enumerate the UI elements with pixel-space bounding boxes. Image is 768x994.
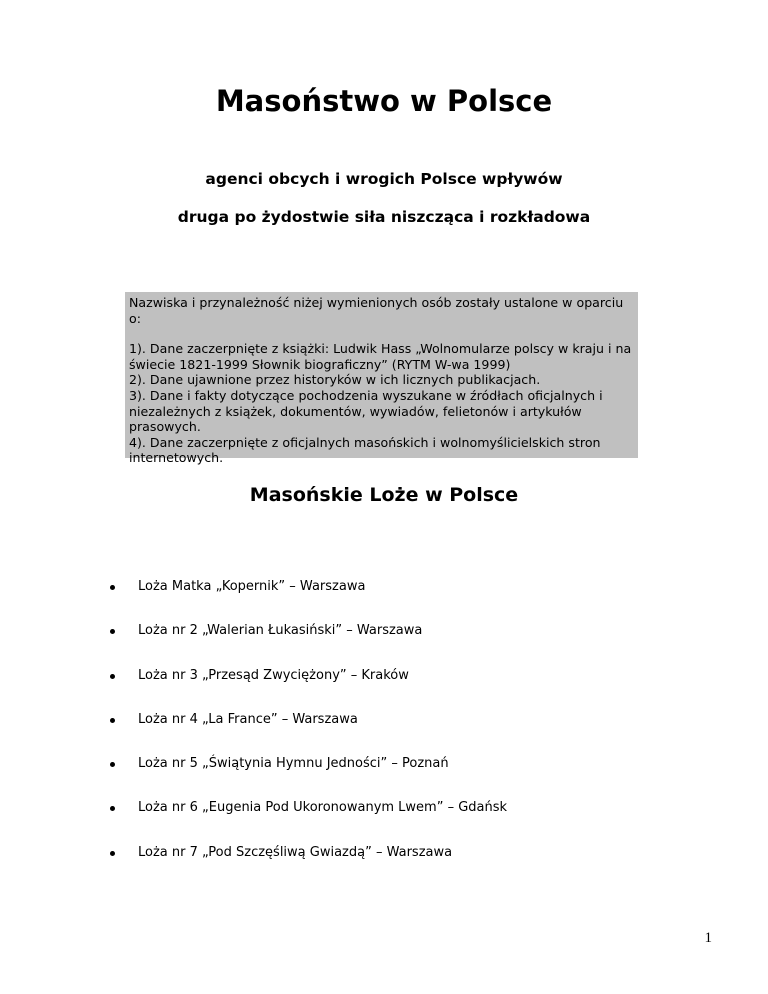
bullet-icon xyxy=(110,629,115,634)
list-item xyxy=(0,659,768,703)
subtitle-destructive-force: druga po żydostwie siła niszcząca i rozkładowa xyxy=(177,208,591,226)
list-item xyxy=(0,570,768,614)
section-title-lodges: Masońskie Loże w Polsce xyxy=(249,484,519,506)
bullet-icon xyxy=(110,806,115,811)
subtitle-foreign-agents: agenci obcych i wrogich Polsce wpływów xyxy=(205,170,563,188)
lodge-name: Loża nr 4 „La France” – Warszawa xyxy=(138,711,358,727)
lodge-name: Loża Matka „Kopernik” – Warszawa xyxy=(138,579,366,594)
lodge-list xyxy=(0,570,768,880)
document-title: Masoństwo w Polsce xyxy=(215,84,553,118)
list-item xyxy=(0,791,768,835)
lodge-name: Loża nr 5 „Świątynia Hymnu Jedności” – Poznań xyxy=(138,756,449,772)
source-item-4: 4). Dane zaczerpnięte z oficjalnych masońskich i wolnomyślicielskich stron internetowych. xyxy=(129,434,601,466)
list-item xyxy=(0,703,768,747)
lodge-name: Loża nr 6 „Eugenia Pod Ukoronowanym Lwem” – Gdańsk xyxy=(138,800,508,816)
list-item xyxy=(0,836,768,880)
list-item xyxy=(0,614,768,658)
source-item-3: 3). Dane i fakty dotyczące pochodzenia wyszukane w źródłach oficjalnych i niezależnych z książek, dokumentów, wywiadów, felietonów i artykułów prasowych. xyxy=(129,387,603,435)
lodge-name: Loża nr 2 „Walerian Łukasiński” – Warszawa xyxy=(138,623,423,639)
lodge-name: Loża nr 7 „Pod Szczęśliwą Gwiazdą” – Warszawa xyxy=(138,844,453,860)
sources-info-box xyxy=(125,292,638,466)
bullet-icon xyxy=(110,718,115,723)
bullet-icon xyxy=(110,585,115,590)
page-number: 1 xyxy=(704,930,712,946)
source-item-2: 2). Dane ujawnione przez historyków w ich licznych publikacjach. xyxy=(129,372,541,388)
bullet-icon xyxy=(110,674,115,679)
source-item-1: 1). Dane zaczerpnięte z książki: Ludwik Hass „Wolnomularze polscy w kraju i na świecie 1821-1999 Słownik biograficzny” (RYTM W-wa 1999) xyxy=(129,341,632,372)
lodge-name: Loża nr 3 „Przesąd Zwyciężony” – Kraków xyxy=(138,667,409,683)
sources-intro: Nazwiska i przynależność niżej wymienionych osób zostały ustalone w oparciu o: xyxy=(129,295,624,326)
list-item xyxy=(0,747,768,791)
bullet-icon xyxy=(110,762,115,767)
bullet-icon xyxy=(110,851,115,856)
